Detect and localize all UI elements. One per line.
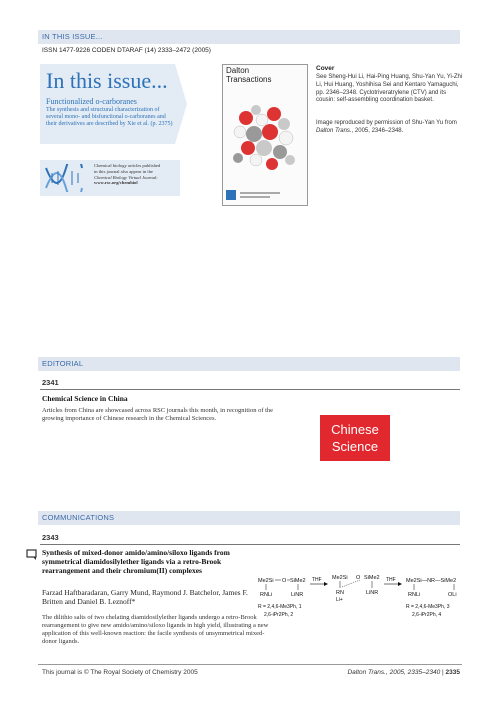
svg-text:OLi: OLi [448, 592, 457, 598]
cover-molecule-image [226, 96, 304, 176]
divider [40, 544, 460, 545]
svg-text:2,6-iPr2Ph, 4: 2,6-iPr2Ph, 4 [412, 612, 442, 618]
communication-title[interactable]: Synthesis of mixed-donor amido/amino/siloxo ligands from symmetrical diamidosilylether ligands via a retro-Brook rearrangement and their chromium(II) complexes [42, 548, 230, 575]
svg-text:Me2Si: Me2Si [332, 575, 348, 581]
cover-heading: Cover [316, 65, 335, 72]
svg-text:2,6-iPr2Ph, 2: 2,6-iPr2Ph, 2 [264, 612, 294, 618]
section-header-editorial: EDITORIAL [38, 357, 460, 371]
cover-caption: See Sheng-Hui Li, Hai-Ping Huang, Shu-Yan Yu, Yi-Zhi Li, Hui Huang, Yoshihisa Sei and Kentaro Yamaguchi, pp. 2346–2348. Cyclotriveratrylene (CTV) and its cousin: self-assembling coordination basket. [316, 74, 463, 104]
communication-authors: Farzad Haftbaradaran, Garry Mund, Raymond J. Batchelor, James F. Britten and Daniel B. Leznoff* [42, 588, 248, 606]
svg-text:Me2Si: Me2Si [258, 578, 274, 584]
svg-text:O: O [356, 575, 361, 581]
promo-title: In this issue... [46, 68, 168, 93]
panel-arrow [175, 64, 187, 144]
svg-text:SiMe2: SiMe2 [364, 575, 380, 581]
svg-text:LiNR: LiNR [291, 592, 304, 598]
footer-copyright: This journal is © The Royal Society of Chemistry 2005 [42, 669, 198, 676]
svg-text:SiMe2: SiMe2 [290, 578, 306, 584]
cover-journal-title: Dalton Transactions [226, 66, 272, 84]
footer-divider [38, 664, 462, 665]
divider [40, 389, 460, 390]
svg-text:Me2Si—NR—SiMe2: Me2Si—NR—SiMe2 [406, 578, 457, 584]
cover-footer-logo [226, 188, 304, 202]
svg-text:R = 2,4,6-Me3Ph, 1: R = 2,4,6-Me3Ph, 1 [258, 604, 302, 610]
svg-text:Li+: Li+ [336, 597, 343, 603]
section-header-communications: COMMUNICATIONS [38, 511, 460, 525]
communication-page-number: 2343 [42, 533, 59, 542]
chinese-science-badge: Chinese Science [320, 415, 390, 461]
svg-text:RNLi: RNLi [260, 592, 273, 598]
section-header-in-this-issue: IN THIS ISSUE... [38, 30, 460, 44]
svg-text:THF: THF [386, 577, 396, 583]
chembio-text: Chemical biology articles published in this journal also appear in the Chemical Biology Virtual Journal: www.rsc.org/chembiol [94, 163, 178, 186]
svg-text:O: O [282, 578, 287, 584]
cover-credit: Image reproduced by permission of Shu-Yan Yu from Dalton Trans., 2005, 2346–2348. [316, 120, 457, 134]
svg-text:R = 2,4,6-Me3Ph, 3: R = 2,4,6-Me3Ph, 3 [406, 604, 450, 610]
svg-text:LiNR: LiNR [366, 590, 379, 596]
issn-line: ISSN 1477-9226 CODEN DTARAF (14) 2333–2472 (2005) [42, 47, 211, 54]
svg-text:RN: RN [336, 590, 344, 596]
communication-summary: The dilithio salts of two chelating diamidosilylether ligands undergo a retro-Brook rearrangement to give new amido/amino/siloxo ligands in high yield, illustrating a new application of this well-known reaction: the facile synthesis of unsymmetrical mixed-donor ligands. [42, 614, 269, 645]
chembio-link[interactable]: www.rsc.org/chembiol [94, 180, 138, 186]
speech-bubble-icon [26, 549, 38, 561]
dna-helix-icon [44, 164, 84, 192]
reaction-scheme [258, 570, 464, 628]
promo-text: The synthesis and structural characterization of several mono- and bisfunctional o-carboranes and their derivatives are described by Xie et al. (p. 2375) [46, 107, 173, 127]
svg-text:RNLi: RNLi [408, 592, 421, 598]
editorial-page-number: 2341 [42, 378, 59, 387]
editorial-summary: Articles from China are showcased across RSC journals this month, in recognition of the growing importance of Chinese research in the Chemical Sciences. [42, 407, 274, 422]
footer-citation: Dalton Trans., 2005, 2335–2340 | 2335 [347, 669, 460, 676]
editorial-title[interactable]: Chemical Science in China [42, 394, 128, 403]
svg-text:THF: THF [312, 577, 322, 583]
promo-subtitle: Functionalized o-carboranes [46, 97, 137, 106]
